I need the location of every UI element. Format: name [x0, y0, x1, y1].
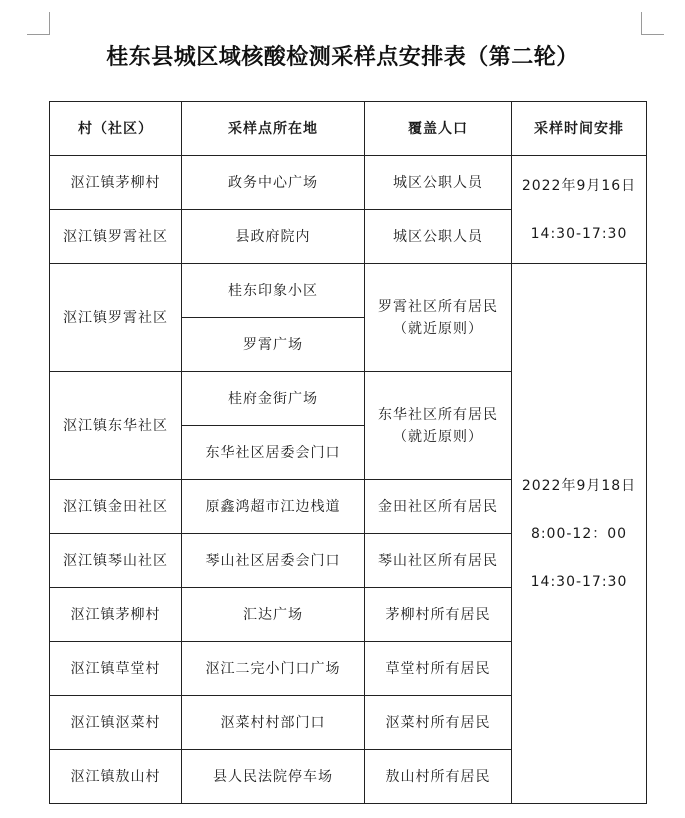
coverage-cell: 城区公职人员: [365, 210, 512, 264]
site-cell: 政务中心广场: [182, 156, 365, 210]
village-cell: 沤江镇罗霄社区: [50, 264, 182, 372]
site-cell: 东华社区居委会门口: [182, 426, 365, 480]
coverage-cell: 敖山村所有居民: [365, 750, 512, 804]
village-cell: 沤江镇茅柳村: [50, 156, 182, 210]
schedule-time: 14:30-17:30: [530, 225, 628, 242]
document-title: 桂东县城区域核酸检测采样点安排表（第二轮）: [106, 45, 579, 70]
village-cell: 沤江镇草堂村: [50, 642, 182, 696]
table-row: [50, 264, 647, 318]
site-cell: 桂府金街广场: [182, 372, 365, 426]
coverage-cell: 草堂村所有居民: [365, 642, 512, 696]
table-header-row: [50, 102, 647, 156]
schedule-time-morning: 8:00-12：00: [530, 525, 628, 542]
site-cell: 汇达广场: [182, 588, 365, 642]
village-cell: 沤江镇东华社区: [50, 372, 182, 480]
site-cell: 原鑫鸿超市江边栈道: [182, 480, 365, 534]
coverage-cell: 城区公职人员: [365, 156, 512, 210]
coverage-note: （就近原则）: [393, 428, 483, 445]
site-cell: 沤江二完小门口广场: [182, 642, 365, 696]
village-cell: 沤江镇琴山社区: [50, 534, 182, 588]
site-cell: 琴山社区居委会门口: [182, 534, 365, 588]
coverage-cell: 金田社区所有居民: [365, 480, 512, 534]
coverage-cell: [365, 372, 512, 480]
coverage-line: 东华社区所有居民: [378, 406, 498, 423]
coverage-note: （就近原则）: [393, 320, 483, 337]
site-cell: 沤菜村村部门口: [182, 696, 365, 750]
schedule-cell-round1: [512, 156, 647, 264]
village-cell: 沤江镇金田社区: [50, 480, 182, 534]
coverage-cell: 沤菜村所有居民: [365, 696, 512, 750]
schedule-time-afternoon: 14:30-17:30: [530, 573, 628, 590]
schedule-cell-round2: [512, 264, 647, 804]
site-cell: 罗霄广场: [182, 318, 365, 372]
coverage-line: 罗霄社区所有居民: [378, 298, 498, 315]
crop-mark-top-left: [27, 12, 50, 35]
site-cell: 桂东印象小区: [182, 264, 365, 318]
coverage-cell: [365, 264, 512, 372]
coverage-cell: 琴山社区所有居民: [365, 534, 512, 588]
village-cell: 沤江镇罗霄社区: [50, 210, 182, 264]
schedule-date: 2022年9月18日: [521, 477, 637, 494]
header-time: 采样时间安排: [512, 102, 647, 156]
header-site: 采样点所在地: [182, 102, 365, 156]
site-cell: 县人民法院停车场: [182, 750, 365, 804]
crop-mark-top-right: [641, 12, 664, 35]
schedule-date: 2022年9月16日: [521, 177, 637, 194]
village-cell: 沤江镇沤菜村: [50, 696, 182, 750]
sampling-schedule-table: [49, 101, 647, 804]
village-cell: 沤江镇茅柳村: [50, 588, 182, 642]
header-coverage: 覆盖人口: [365, 102, 512, 156]
site-cell: 县政府院内: [182, 210, 365, 264]
coverage-cell: 茅柳村所有居民: [365, 588, 512, 642]
table-row: [50, 156, 647, 210]
village-cell: 沤江镇敖山村: [50, 750, 182, 804]
header-village: 村（社区）: [50, 102, 182, 156]
